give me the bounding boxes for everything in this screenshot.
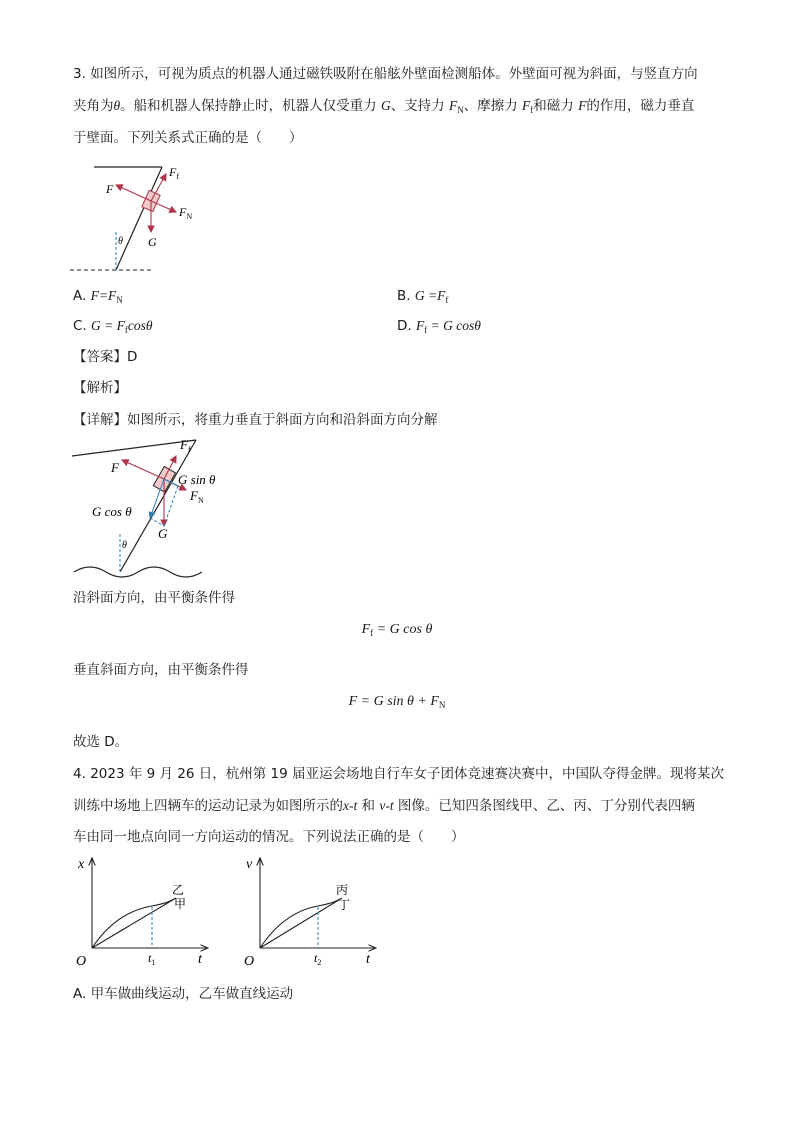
detail-label-F: F [111,460,119,475]
component-dashed-1 [150,518,164,526]
t-axis-label-2: t [366,952,370,967]
x-t-graph [68,852,218,970]
line-jia [92,898,176,948]
detail-hull-top [72,440,196,456]
water-wave [74,567,202,577]
q3-line-3: 于壁面。下列关系式正确的是（ ） [73,130,303,146]
detail-force-diagram [70,434,240,582]
label-yi: 乙 [172,883,185,897]
q4-line-2: 训练中场地上四辆车的运动记录为如图所示的x-t 和 v-t 图像。已知四条图线甲、乙、丙、丁分别代表四辆 [73,798,695,814]
q4-option-a[interactable]: A. 甲车做曲线运动，乙车做直线运动 [73,986,294,1002]
q3-number: 3. [73,66,86,82]
q4-line-1: 4. 2023 年 9 月 26 日，杭州第 19 届亚运会场地自行车女子团体竞速赛决赛中，中国队夺得金牌。现将某次 [73,766,725,782]
label-F: F [106,182,114,196]
t2-label: $t_2$ [314,951,322,967]
v-axis-label: v [246,857,253,872]
answer-label: 【答案】 [73,349,127,365]
t-axis-label-1: t [198,952,202,967]
v-t-graph [236,852,386,970]
option-b[interactable]: B. $G =F_f$ [397,288,449,305]
option-a[interactable]: A. $F=F_N$ [73,288,123,305]
label-Ff: $F_f$ [169,165,180,181]
option-d[interactable]: D. $F_f = G$ cosθ [397,318,481,335]
magnetic-force-arrow [116,185,151,201]
q3-line-1: 3. 如图所示，可视为质点的机器人通过磁铁吸附在船舷外壁面检测船体。外壁面可视为斜面，与竖直方向 [73,66,698,82]
label-ding: 丁 [338,898,351,912]
t1-label: $t_1$ [148,951,156,967]
detail-label-gsin: G sin θ [178,472,216,487]
hull-wall-line [116,167,162,270]
equation-1: $F_f = G$ cos θ [361,622,433,638]
detail-magnetic-arrow [122,460,164,479]
answer-value: D [127,349,138,365]
q3-force-diagram [68,160,198,278]
detail-line: 【详解】如图所示，将重力垂直于斜面方向和沿斜面方向分解 [73,412,438,428]
detail-label-theta: θ [122,540,127,551]
label-jia: 甲 [174,897,187,911]
analysis-label: 【解析】 [73,380,127,396]
origin-label-1: O [76,954,87,969]
perp-slope-text: 垂直斜面方向，由平衡条件得 [73,662,249,678]
conclusion-text: 故选 D。 [73,734,129,750]
label-bing: 丙 [336,883,349,897]
detail-label: 【详解】 [73,412,127,428]
label-theta: θ [118,236,123,247]
detail-label-Ff: $F_f$ [180,437,191,454]
q4-line-3: 车由同一地点向同一方向运动的情况。下列说法正确的是（ ） [73,829,465,845]
q3-line-2: 夹角为θ。船和机器人保持静止时，机器人仅受重力 G、支持力 $F_N$、摩擦力 $F_f$和磁力 F的作用，磁力垂直 [73,98,695,115]
label-G: G [148,235,157,249]
equation-2: F = G $\sin \theta + F_N$ [348,694,446,710]
line-ding [260,898,342,948]
label-FN: $F_N$ [179,205,193,221]
answer-line [73,347,137,367]
along-slope-text: 沿斜面方向，由平衡条件得 [73,590,235,606]
detail-label-FN: $F_N$ [190,488,204,505]
option-c[interactable]: C. $G = F_f\cos\theta$ [73,318,153,335]
detail-label-G: G [158,526,168,541]
x-axis-label: x [78,857,85,872]
detail-label-gcos: G cos θ [92,504,132,519]
origin-label-2: O [244,954,255,969]
